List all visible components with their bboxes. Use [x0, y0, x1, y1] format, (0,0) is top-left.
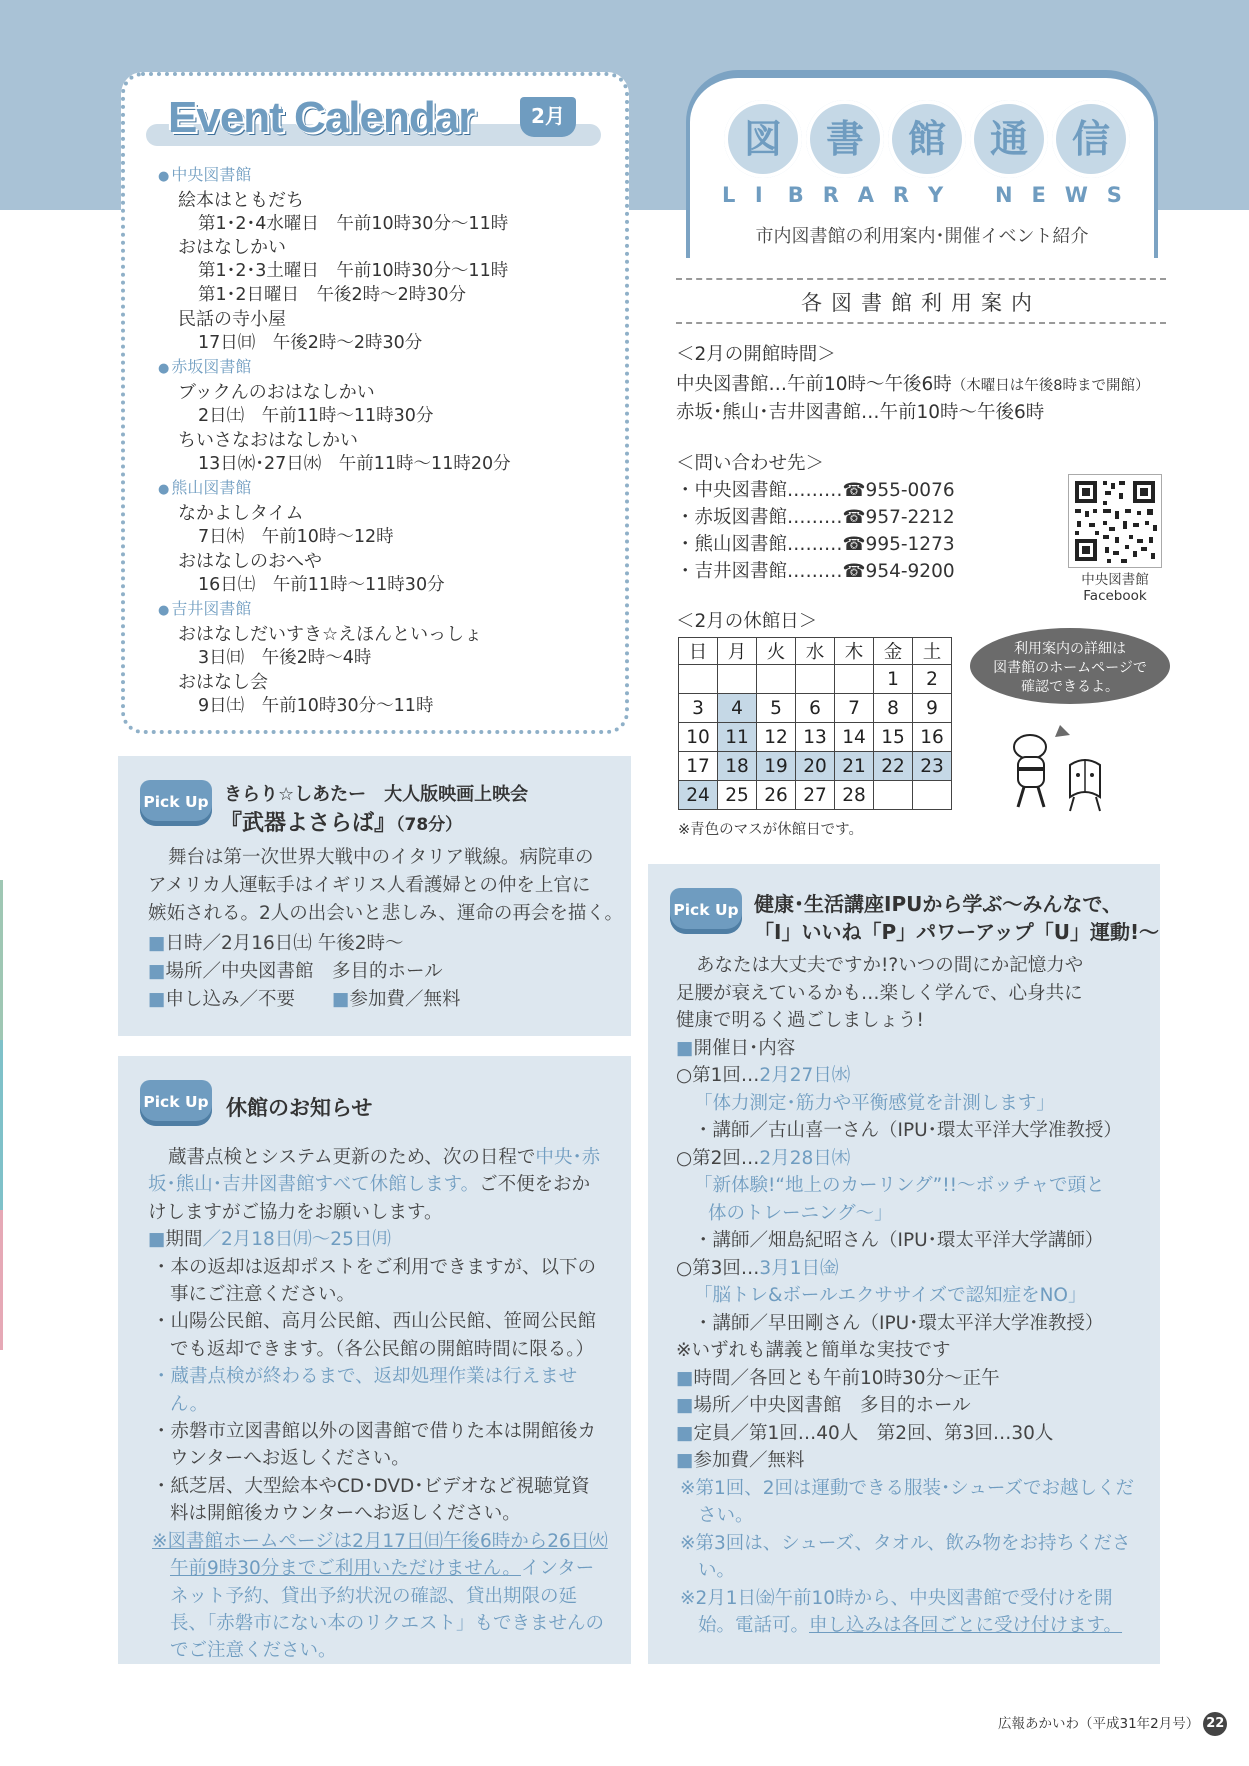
- health-capacity-label: 定員: [693, 1422, 731, 1444]
- health-application-note: [676, 1585, 1146, 1640]
- closure-intro-text: 蔵書点検とシステム更新のため、次の日程で: [168, 1147, 536, 1168]
- health-time-value: ／各回とも午前10時30分～正午: [730, 1367, 1000, 1389]
- session-topic: 「体力測定･筋力や平衡感覚を計測します」: [694, 1092, 1055, 1114]
- mascot-illustration: [1000, 725, 1120, 815]
- calendar-day: 26: [757, 781, 796, 810]
- calendar-day: 21: [835, 752, 874, 781]
- session-topic: 「新体験!“地上のカーリング”!!～ボッチャで頭と: [694, 1175, 1105, 1196]
- event-name: ブックんのおはなしかい: [178, 382, 375, 404]
- calendar-day: 14: [835, 723, 874, 752]
- session-number: ○第1回…: [676, 1065, 760, 1086]
- closure-bullet: ・山陽公民館、高月公民館、西山公民館、笹岡公民館でも返却できます。（各公民館の開館時間に限る。）: [152, 1311, 597, 1360]
- pickup-badge: Pick Up: [140, 1080, 212, 1126]
- calendar-weekday: 月: [718, 638, 757, 665]
- contact-item: ・熊山図書館………☎995-1273: [676, 534, 955, 555]
- movie-fee-label: 参加費: [349, 989, 406, 1010]
- square-marker: ■: [148, 1229, 166, 1251]
- speech-bubble: [970, 628, 1170, 704]
- event-time: 16日㈯ 午前11時～11時30分: [198, 574, 445, 595]
- health-intro-line: あなたは大丈夫ですか!?いつの間にか記憶力や: [696, 955, 1084, 976]
- calendar-note: ※青色のマスが休館日です。: [678, 822, 863, 838]
- movie-place: [148, 958, 623, 986]
- event-list: [158, 163, 618, 718]
- event-time: 第1･2･4水曜日 午前10時30分～11時: [198, 213, 509, 234]
- session-number: ○第3回…: [676, 1257, 760, 1279]
- session-lecturer: ・講師／畑島紀昭さん（IPU･環太平洋大学講師）: [694, 1230, 1104, 1251]
- event-time: 第1･2･3土曜日 午前10時30分～11時: [198, 261, 509, 282]
- qr-caption: [1062, 572, 1168, 604]
- closure-intro: [148, 1144, 608, 1226]
- library-news-letter: N: [994, 183, 1013, 207]
- calendar-day: 8: [874, 694, 913, 723]
- calendar-day: 17: [679, 752, 718, 781]
- calendar-day: 16: [913, 723, 952, 752]
- session-lecturer: ・講師／古山喜一さん（IPU･環太平洋大学准教授）: [694, 1120, 1122, 1141]
- closure-bullet-warning: ・蔵書点検が終わるまで、返却処理作業は行えません。: [152, 1366, 578, 1415]
- month-badge: 2月: [520, 97, 576, 137]
- closure-bullet: ・本の返却は返却ポストをご利用できますが、以下の事にご注意ください。: [152, 1256, 597, 1306]
- event-time: 9日㈯ 午前10時30分～11時: [198, 695, 434, 716]
- square-marker: ■: [332, 989, 350, 1010]
- movie-body: [148, 844, 623, 1014]
- calendar-day: 24: [679, 781, 718, 810]
- movie-fee-value: ／無料: [405, 989, 461, 1010]
- closure-intro-text: ご不: [479, 1174, 517, 1196]
- health-place: [676, 1392, 1146, 1420]
- closed-days-heading: ＜2月の休館日＞: [676, 611, 818, 632]
- calendar-day: 25: [718, 781, 757, 810]
- calendar-day: 28: [835, 781, 874, 810]
- contact-heading: ＜問い合わせ先＞: [676, 453, 825, 474]
- health-time: [676, 1365, 1146, 1393]
- footer: [998, 1712, 1227, 1736]
- closure-intro-highlight: 央･赤坂･熊山･吉井図書館すべて休館します。: [148, 1147, 601, 1196]
- event-library-name: ● 熊山図書館: [158, 476, 618, 502]
- library-news-letter: R: [892, 183, 910, 207]
- square-marker: ■: [676, 1450, 694, 1471]
- square-marker: ■: [676, 1367, 694, 1389]
- movie-date: [148, 930, 623, 958]
- square-marker: ■: [148, 961, 166, 982]
- health-schedule-label: 開催日･内容: [693, 1037, 796, 1059]
- event-library-name: ● 吉井図書館: [158, 597, 618, 623]
- closure-bullet: ・赤磐市立図書館以外の図書館で借りた本は開館後カウンターへお返しください。: [152, 1421, 597, 1470]
- movie-title-line1: きらり☆しあたー 大人版映画上映会: [224, 784, 529, 805]
- session-date: 2月27日㈬: [759, 1065, 851, 1086]
- closure-bullet: ・紙芝居、大型絵本やCD･DVD･ビデオなど視聴覚資料は開館後カウンターへお返しください。: [152, 1475, 590, 1525]
- square-marker: ■: [148, 989, 166, 1010]
- session-number: ○第2回…: [676, 1147, 760, 1169]
- contact-item: ・赤坂図書館………☎957-2212: [676, 507, 955, 528]
- closure-body: [148, 1144, 608, 1665]
- event-name: おはなしのおへや: [178, 550, 322, 572]
- hours-heading: ＜2月の開館時間＞: [676, 344, 836, 365]
- calendar-weekday: 水: [796, 638, 835, 665]
- closure-website-note-rest: インターネット予約、貸出予約状況の確認、貸出期限の延長、「赤磐市にない本のリクエスト」もできませんのでご注意ください。: [170, 1558, 605, 1662]
- calendar-day: 27: [796, 781, 835, 810]
- movie-place-value: ／中央図書館 多目的ホール: [202, 961, 443, 982]
- library-news-letter: W: [1064, 183, 1088, 207]
- calendar-day: 3: [679, 694, 718, 723]
- calendar-week-row: [679, 723, 952, 752]
- calendar-day: 11: [718, 723, 757, 752]
- library-news-letter: S: [1106, 183, 1122, 207]
- hours-central-note: （木曜日は午後8時まで開館）: [951, 378, 1150, 394]
- event-name: ちいさなおはなしかい: [178, 429, 358, 451]
- library-news-letter: L: [722, 183, 736, 207]
- calendar-day: [679, 665, 718, 694]
- pickup-badge: Pick Up: [670, 888, 742, 934]
- calendar-day: 12: [757, 723, 796, 752]
- calendar-day: 6: [796, 694, 835, 723]
- calendar-day: [718, 665, 757, 694]
- health-capacity-value: ／第1回…40人 第2回、第3回…30人: [730, 1422, 1054, 1444]
- closure-period: [148, 1226, 608, 1253]
- movie-place-label: 場所: [165, 961, 203, 982]
- event-time: 第1･2日曜日 午後2時～2時30分: [198, 284, 467, 305]
- kanji-circle: 信: [1052, 100, 1130, 178]
- calendar-day: 19: [757, 752, 796, 781]
- calendar-day: [796, 665, 835, 694]
- divider: [676, 322, 1166, 324]
- health-fee-value: ／無料: [749, 1450, 805, 1471]
- event-time: 13日㈬･27日㈬ 午前11時～11時20分: [198, 453, 511, 474]
- health-note: ※第3回は、シューズ、タオル、飲み物をお持ちください。: [680, 1532, 1131, 1581]
- health-place-value: ／中央図書館 多目的ホール: [730, 1395, 971, 1416]
- calendar-day: [835, 665, 874, 694]
- kanji-circle: 書: [806, 100, 884, 178]
- health-capacity: [676, 1420, 1146, 1448]
- health-fee-label: 参加費: [693, 1450, 749, 1471]
- library-news-letter: E: [1031, 183, 1046, 207]
- hours-central: 中央図書館…午前10時～午後6時: [676, 374, 952, 395]
- event-name: おはなしだいすき☆えほんといっしょ: [178, 624, 483, 646]
- health-practice-note: ※いずれも講義と簡単な実技です: [676, 1340, 951, 1361]
- footer-publication: 広報あかいわ（平成31年2月号）: [998, 1716, 1200, 1732]
- calendar-weekday: 木: [835, 638, 874, 665]
- usage-section-title: 各図書館利用案内: [801, 291, 1041, 315]
- hours-line-branches: 赤坂･熊山･吉井図書館…午前10時～午後6時: [676, 402, 1045, 423]
- event-time: 2日㈯ 午前11時～11時30分: [198, 405, 434, 426]
- event-name: おはなしかい: [178, 237, 286, 259]
- session-topic: 「脳トレ&ボールエクササイズで認知症をNO」: [694, 1285, 1087, 1306]
- closure-title: 休館のお知らせ: [226, 1096, 373, 1120]
- event-library-name: ● 赤坂図書館: [158, 355, 618, 381]
- event-calendar-title: Event Calendar: [168, 93, 475, 142]
- calendar-day: 7: [835, 694, 874, 723]
- library-news-subtitle: 市内図書館の利用案内･開催イベント紹介: [755, 226, 1089, 247]
- calendar-week-row: [679, 781, 952, 810]
- kanji-circle: 図: [724, 100, 802, 178]
- square-marker: ■: [148, 933, 166, 954]
- health-title-line: 「I」いいね「P」パワーアップ「U」運動!～: [754, 920, 1160, 944]
- session-heading: [676, 1145, 1146, 1173]
- movie-title: [220, 806, 462, 837]
- health-place-label: 場所: [693, 1395, 731, 1416]
- movie-desc-line: アメリカ人運転手はイギリス人看護婦との仲を上官に: [148, 875, 591, 896]
- health-sessions: [676, 1062, 1146, 1337]
- session-heading: [676, 1255, 1146, 1283]
- closure-intro-text: 便をおかけしますがご協力をお願いします。: [148, 1174, 591, 1223]
- session-topic: 体のトレーニング～」: [708, 1202, 893, 1224]
- movie-date-value: ／2月16日㈯ 午後2時～: [202, 933, 404, 954]
- calendar-day: 5: [757, 694, 796, 723]
- closure-period-label: 期間: [165, 1229, 203, 1251]
- pickup-badge: Pick Up: [140, 780, 212, 826]
- square-marker: ■: [676, 1037, 694, 1059]
- movie-desc-line: 嫉妬される。2人の出会いと悲しみ、運命の再会を描く。: [148, 903, 624, 924]
- edge-strip: [0, 1040, 3, 1210]
- qr-caption-line: Facebook: [1083, 588, 1147, 604]
- event-time: 7日㈭ 午前10時～12時: [198, 526, 394, 547]
- movie-apply-label: 申し込み: [165, 989, 240, 1010]
- event-time: 3日㈰ 午後2時～4時: [198, 647, 372, 668]
- event-library-name: ● 中央図書館: [158, 163, 618, 189]
- contact-item: ・中央図書館………☎955-0076: [676, 480, 955, 501]
- health-title-line: 健康･生活講座IPUから学ぶ～みんなで、: [754, 892, 1122, 916]
- qr-code[interactable]: [1068, 474, 1162, 568]
- session-date: 2月28日㈭: [759, 1147, 851, 1169]
- calendar-day: 9: [913, 694, 952, 723]
- kanji-circle: 館: [888, 100, 966, 178]
- bubble-line: 利用案内の詳細は: [1014, 641, 1126, 657]
- event-name: 絵本はともだち: [178, 189, 304, 211]
- calendar-week-row: [679, 665, 952, 694]
- movie-apply-fee: [148, 986, 623, 1014]
- bubble-line: 確認できるよ。: [1021, 679, 1119, 695]
- event-time: 17日㈰ 午後2時～2時30分: [198, 332, 423, 353]
- calendar-day: 13: [796, 723, 835, 752]
- calendar-day: 2: [913, 665, 952, 694]
- health-fee: [676, 1447, 1146, 1475]
- edge-strip: [0, 880, 3, 1040]
- health-intro-line: 健康で明るく過ごしましょう!: [676, 1010, 924, 1031]
- calendar-day: 22: [874, 752, 913, 781]
- calendar-day: [913, 781, 952, 810]
- health-title: [754, 890, 1159, 946]
- library-news-letter: I: [754, 183, 763, 207]
- calendar-day: 15: [874, 723, 913, 752]
- calendar-week-row: [679, 752, 952, 781]
- movie-date-label: 日時: [165, 933, 203, 954]
- health-note: ※第1回、2回は運動できる服装･シューズでお越しください。: [680, 1477, 1134, 1526]
- calendar-weekday: 土: [913, 638, 952, 665]
- event-name: おはなし会: [178, 671, 268, 693]
- event-name: 民話の寺小屋: [178, 308, 286, 330]
- health-application-underlined: 申し込みは各回ごとに受け付けます。: [809, 1615, 1123, 1636]
- closure-intro-highlight: 中: [535, 1147, 554, 1168]
- movie-title-main: 『武器よさらば』: [220, 811, 397, 836]
- calendar-day: 23: [913, 752, 952, 781]
- health-application-text: ※2月1日㈮午前10時から、中央図書館で受付けを開始。電話可。: [680, 1587, 1113, 1636]
- health-intro-line: 足腰が衰えているかも…楽しく学んで、心身共に: [676, 982, 1083, 1004]
- movie-desc-line: 舞台は第一次世界大戦中のイタリア戦線。病院車の: [168, 847, 594, 868]
- calendar-day: 4: [718, 694, 757, 723]
- calendar-week-row: [679, 694, 952, 723]
- calendar-day: 20: [796, 752, 835, 781]
- calendar-weekday: 金: [874, 638, 913, 665]
- calendar-day: 10: [679, 723, 718, 752]
- qr-caption-line: 中央図書館: [1081, 572, 1149, 588]
- kanji-circle: 通: [970, 100, 1048, 178]
- event-name: なかよしタイム: [178, 503, 304, 525]
- closure-period-value: ／2月18日㈪～25日㈪: [202, 1229, 391, 1251]
- calendar-weekday: 火: [757, 638, 796, 665]
- library-news-letter: R: [822, 183, 839, 207]
- health-time-label: 時間: [693, 1367, 731, 1389]
- calendar-day: [874, 781, 913, 810]
- bubble-line: 図書館のホームページで: [993, 660, 1147, 676]
- calendar-weekday: 日: [679, 638, 718, 665]
- hours-line-central: [676, 370, 1150, 396]
- session-lecturer: ・講師／早田剛さん（IPU･環太平洋大学准教授）: [694, 1312, 1104, 1334]
- calendar-day: 18: [718, 752, 757, 781]
- movie-apply-value: ／不要: [239, 989, 296, 1010]
- closed-days-calendar: [678, 637, 952, 810]
- square-marker: ■: [676, 1422, 694, 1444]
- contact-item: ・吉井図書館………☎954-9200: [676, 561, 955, 582]
- qr-code-icon: [1069, 475, 1161, 567]
- closure-website-note: [148, 1528, 608, 1665]
- calendar-day: [757, 665, 796, 694]
- movie-duration: （78分）: [396, 815, 463, 835]
- calendar-header-row: [679, 638, 952, 665]
- library-news-letter: B: [787, 183, 804, 207]
- page-number: 22: [1203, 1712, 1227, 1736]
- health-body: [676, 952, 1146, 1640]
- closure-website-note-underlined: ※図書館ホームページは2月17日㈰午後6時から26日㈫午前9時30分までご利用いただけません。: [152, 1530, 608, 1580]
- library-news-letter: Y: [927, 183, 944, 207]
- library-news-letter: [962, 183, 976, 207]
- edge-strip: [0, 1210, 3, 1350]
- library-news-english: [722, 183, 1122, 207]
- library-news-letter: A: [857, 183, 875, 207]
- health-schedule-heading: [676, 1035, 1146, 1063]
- square-marker: ■: [676, 1395, 694, 1416]
- calendar-day: 1: [874, 665, 913, 694]
- divider: [676, 278, 1166, 280]
- session-date: 3月1日㈮: [759, 1257, 839, 1279]
- session-heading: [676, 1062, 1146, 1090]
